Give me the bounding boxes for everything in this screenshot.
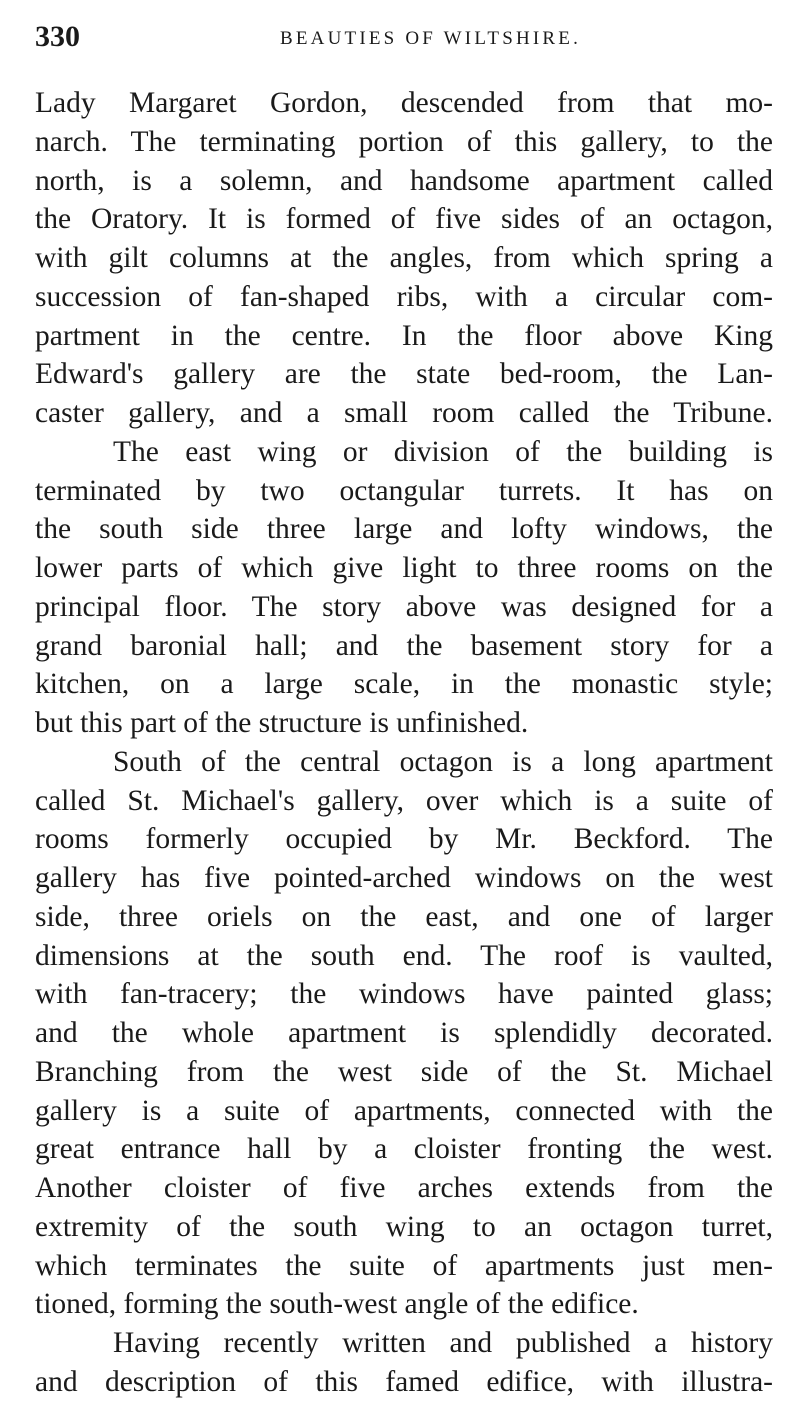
page-header — [35, 20, 772, 60]
text-line: tioned, forming the south-west angle of the edifice. — [35, 1288, 639, 1321]
text-line: the south side three large and lofty windows, the — [35, 513, 773, 546]
text-line: with fan-tracery; the windows have painted glass; — [35, 978, 773, 1011]
text-line: lower parts of which give light to three rooms on the — [35, 552, 773, 584]
text-line: but this part of the structure is unfinished. — [35, 707, 529, 739]
text-line: South of the central octagon is a long apartment — [113, 745, 773, 778]
text-line: Edward's gallery are the state bed-room, the Lan- — [35, 358, 773, 391]
text-line: the Oratory. It is formed of five sides of an octagon, — [35, 203, 773, 236]
text-line: Another cloister of five arches extends from the — [35, 1172, 773, 1204]
text-line: narch. The terminating portion of this gallery, to the — [35, 125, 773, 158]
text-line: with gilt columns at the angles, from which spring a — [35, 242, 773, 274]
text-line: principal floor. The story above was designed for a — [35, 590, 773, 623]
text-line: Having recently written and published a history — [113, 1327, 773, 1359]
text-line: dimensions at the south end. The roof is vaulted, — [35, 939, 773, 972]
text-line: great entrance hall by a cloister fronting the west. — [35, 1133, 773, 1166]
text-line: gallery is a suite of apartments, connected with the — [35, 1094, 773, 1127]
text-line: north, is a solemn, and handsome apartment called — [35, 164, 773, 197]
text-line: which terminates the suite of apartments just men- — [35, 1249, 773, 1282]
text-line: terminated by two octangular turrets. It has on — [35, 474, 773, 507]
text-line: The east wing or division of the building is — [113, 435, 773, 468]
text-line: Branching from the west side of the St. Michael — [35, 1055, 773, 1088]
running-title: BEAUTIES OF WILTSHIRE. — [280, 28, 582, 49]
text-line: grand baronial hall; and the basement story for a — [35, 629, 773, 662]
text-line: and description of this famed edifice, with illustra- — [35, 1365, 773, 1398]
text-line: caster gallery, and a small room called the Tribune. — [35, 397, 773, 429]
text-line: and the whole apartment is splendidly decorated. — [35, 1017, 773, 1049]
text-line: extremity of the south wing to an octagon turret, — [35, 1210, 773, 1243]
page-body — [35, 84, 773, 1402]
text-line: succession of fan-shaped ribs, with a circular com- — [35, 280, 773, 313]
text-line: side, three oriels on the east, and one of larger — [35, 900, 773, 933]
text-line: Lady Margaret Gordon, descended from that mo- — [35, 87, 773, 119]
text-line: rooms formerly occupied by Mr. Beckford. The — [35, 823, 773, 856]
text-line: gallery has five pointed-arched windows on the west — [35, 862, 773, 894]
text-line: kitchen, on a large scale, in the monastic style; — [35, 668, 773, 701]
text-line: partment in the centre. In the floor above King — [35, 319, 773, 352]
page-number: 330 — [35, 20, 80, 53]
text-line: called St. Michael's gallery, over which is a suite of — [35, 784, 773, 817]
